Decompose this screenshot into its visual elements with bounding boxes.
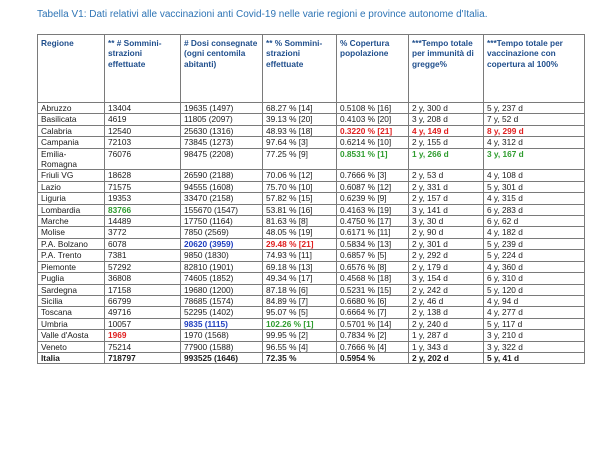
total-cell-percent: 72.35 % — [263, 352, 337, 363]
cell-copertura: 0.6087 % [12] — [337, 181, 409, 192]
table-row — [38, 216, 585, 227]
cell-tempo-vaccinazione: 6 y, 310 d — [484, 273, 585, 284]
cell-dosi: 94555 (1608) — [181, 181, 263, 192]
cell-tempo-vaccinazione: 4 y, 315 d — [484, 193, 585, 204]
cell-tempo-vaccinazione: 4 y, 277 d — [484, 307, 585, 318]
cell-regione: Veneto — [38, 341, 105, 352]
cell-percent: 99.95 % [2] — [263, 330, 337, 341]
header-somministrazioni: ** # Sommini-strazioni effettuate — [105, 35, 181, 103]
cell-dosi: 9835 (1115) — [181, 318, 263, 329]
cell-tempo-immunita: 4 y, 149 d — [409, 125, 484, 136]
cell-somministrazioni: 6078 — [105, 238, 181, 249]
table-row — [38, 238, 585, 249]
table-row — [38, 227, 585, 238]
cell-regione: Basilicata — [38, 114, 105, 125]
header-dosi-consegnate: # Dosi consegnate (ogni centomila abitanti) — [181, 35, 263, 103]
cell-percent: 87.18 % [6] — [263, 284, 337, 295]
cell-percent: 48.05 % [19] — [263, 227, 337, 238]
cell-regione: Molise — [38, 227, 105, 238]
total-row — [38, 352, 585, 363]
cell-regione: P.A. Bolzano — [38, 238, 105, 249]
cell-tempo-immunita: 2 y, 155 d — [409, 137, 484, 148]
cell-copertura: 0.6171 % [11] — [337, 227, 409, 238]
table-row — [38, 318, 585, 329]
table-row — [38, 204, 585, 215]
table-row — [38, 170, 585, 181]
cell-copertura: 0.7666 % [4] — [337, 341, 409, 352]
cell-tempo-vaccinazione: 3 y, 167 d — [484, 148, 585, 170]
table-row — [38, 341, 585, 352]
cell-somministrazioni: 49716 — [105, 307, 181, 318]
cell-percent: 95.07 % [5] — [263, 307, 337, 318]
cell-tempo-immunita: 2 y, 157 d — [409, 193, 484, 204]
cell-copertura: 0.6857 % [5] — [337, 250, 409, 261]
total-cell-regione: Italia — [38, 352, 105, 363]
table-row — [38, 103, 585, 114]
cell-somministrazioni: 83766 — [105, 204, 181, 215]
cell-dosi: 82810 (1901) — [181, 261, 263, 272]
cell-percent: 84.89 % [7] — [263, 295, 337, 306]
table-row — [38, 261, 585, 272]
table-row — [38, 137, 585, 148]
cell-copertura: 0.5834 % [13] — [337, 238, 409, 249]
cell-tempo-vaccinazione: 6 y, 283 d — [484, 204, 585, 215]
cell-regione: Emilia-Romagna — [38, 148, 105, 170]
cell-tempo-vaccinazione: 3 y, 322 d — [484, 341, 585, 352]
cell-tempo-immunita: 2 y, 331 d — [409, 181, 484, 192]
cell-dosi: 7850 (2569) — [181, 227, 263, 238]
cell-tempo-immunita: 2 y, 90 d — [409, 227, 484, 238]
cell-somministrazioni: 13404 — [105, 103, 181, 114]
cell-regione: P.A. Trento — [38, 250, 105, 261]
cell-copertura: 0.6214 % [10] — [337, 137, 409, 148]
cell-copertura: 0.4568 % [18] — [337, 273, 409, 284]
cell-tempo-vaccinazione: 4 y, 312 d — [484, 137, 585, 148]
cell-dosi: 98475 (2208) — [181, 148, 263, 170]
cell-tempo-vaccinazione: 5 y, 117 d — [484, 318, 585, 329]
cell-tempo-immunita: 2 y, 240 d — [409, 318, 484, 329]
cell-somministrazioni: 10057 — [105, 318, 181, 329]
cell-regione: Sardegna — [38, 284, 105, 295]
cell-dosi: 78685 (1574) — [181, 295, 263, 306]
cell-tempo-vaccinazione: 5 y, 239 d — [484, 238, 585, 249]
cell-dosi: 25630 (1316) — [181, 125, 263, 136]
cell-copertura: 0.5231 % [15] — [337, 284, 409, 295]
header-tempo-immunita: ***Tempo totale per immunità di gregge% — [409, 35, 484, 103]
total-cell-copertura: 0.5954 % — [337, 352, 409, 363]
table-row — [38, 250, 585, 261]
cell-percent: 97.64 % [3] — [263, 137, 337, 148]
cell-somministrazioni: 66799 — [105, 295, 181, 306]
cell-percent: 48.93 % [18] — [263, 125, 337, 136]
cell-percent: 49.34 % [17] — [263, 273, 337, 284]
cell-copertura: 0.6664 % [7] — [337, 307, 409, 318]
total-cell-tempo-immunita: 2 y, 202 d — [409, 352, 484, 363]
cell-tempo-immunita: 2 y, 300 d — [409, 103, 484, 114]
table-row — [38, 295, 585, 306]
cell-somministrazioni: 75214 — [105, 341, 181, 352]
table-row — [38, 307, 585, 318]
header-regione: Regione — [38, 35, 105, 103]
table-row — [38, 114, 585, 125]
cell-somministrazioni: 71575 — [105, 181, 181, 192]
cell-dosi: 1970 (1568) — [181, 330, 263, 341]
cell-percent: 74.93 % [11] — [263, 250, 337, 261]
table-row — [38, 193, 585, 204]
cell-regione: Liguria — [38, 193, 105, 204]
cell-tempo-immunita: 3 y, 141 d — [409, 204, 484, 215]
header-copertura: % Copertura popolazione — [337, 35, 409, 103]
cell-regione: Lombardia — [38, 204, 105, 215]
cell-tempo-vaccinazione: 4 y, 108 d — [484, 170, 585, 181]
cell-dosi: 9850 (1830) — [181, 250, 263, 261]
table-row — [38, 181, 585, 192]
cell-tempo-vaccinazione: 3 y, 210 d — [484, 330, 585, 341]
cell-percent: 39.13 % [20] — [263, 114, 337, 125]
cell-tempo-immunita: 2 y, 179 d — [409, 261, 484, 272]
cell-dosi: 33470 (2158) — [181, 193, 263, 204]
cell-tempo-immunita: 1 y, 343 d — [409, 341, 484, 352]
vaccination-table — [37, 34, 585, 364]
cell-somministrazioni: 72103 — [105, 137, 181, 148]
cell-dosi: 77900 (1588) — [181, 341, 263, 352]
cell-regione: Lazio — [38, 181, 105, 192]
cell-copertura: 0.3220 % [21] — [337, 125, 409, 136]
cell-tempo-immunita: 1 y, 287 d — [409, 330, 484, 341]
cell-tempo-vaccinazione: 4 y, 94 d — [484, 295, 585, 306]
cell-dosi: 17750 (1164) — [181, 216, 263, 227]
cell-copertura: 0.6239 % [9] — [337, 193, 409, 204]
total-cell-tempo-vaccinazione: 5 y, 41 d — [484, 352, 585, 363]
table-row — [38, 330, 585, 341]
cell-percent: 70.06 % [12] — [263, 170, 337, 181]
total-cell-somministrazioni: 718797 — [105, 352, 181, 363]
cell-tempo-immunita: 2 y, 301 d — [409, 238, 484, 249]
cell-regione: Marche — [38, 216, 105, 227]
cell-tempo-vaccinazione: 5 y, 301 d — [484, 181, 585, 192]
cell-somministrazioni: 7381 — [105, 250, 181, 261]
cell-dosi: 26590 (2188) — [181, 170, 263, 181]
cell-regione: Umbria — [38, 318, 105, 329]
cell-copertura: 0.5108 % [16] — [337, 103, 409, 114]
cell-dosi: 11805 (2097) — [181, 114, 263, 125]
cell-dosi: 19680 (1200) — [181, 284, 263, 295]
cell-somministrazioni: 36808 — [105, 273, 181, 284]
cell-tempo-vaccinazione: 5 y, 237 d — [484, 103, 585, 114]
cell-copertura: 0.7666 % [3] — [337, 170, 409, 181]
cell-percent: 102.26 % [1] — [263, 318, 337, 329]
cell-regione: Piemonte — [38, 261, 105, 272]
table-caption: Tabella V1: Dati relativi alle vaccinazioni anti Covid-19 nelle varie regioni e province autonome d'Italia. — [37, 9, 488, 20]
cell-tempo-vaccinazione: 8 y, 299 d — [484, 125, 585, 136]
cell-tempo-vaccinazione: 5 y, 224 d — [484, 250, 585, 261]
cell-tempo-immunita: 3 y, 154 d — [409, 273, 484, 284]
cell-dosi: 52295 (1402) — [181, 307, 263, 318]
cell-percent: 75.70 % [10] — [263, 181, 337, 192]
cell-regione: Puglia — [38, 273, 105, 284]
table-body — [38, 103, 585, 364]
cell-percent: 96.55 % [4] — [263, 341, 337, 352]
cell-somministrazioni: 12540 — [105, 125, 181, 136]
table-row — [38, 148, 585, 170]
header-tempo-vaccinazione: ***Tempo totale per vaccinazione con copertura al 100% — [484, 35, 585, 103]
cell-somministrazioni: 4619 — [105, 114, 181, 125]
cell-regione: Sicilia — [38, 295, 105, 306]
cell-somministrazioni: 14489 — [105, 216, 181, 227]
cell-copertura: 0.4103 % [20] — [337, 114, 409, 125]
cell-regione: Calabria — [38, 125, 105, 136]
cell-somministrazioni: 18628 — [105, 170, 181, 181]
cell-somministrazioni: 19353 — [105, 193, 181, 204]
cell-regione: Valle d'Aosta — [38, 330, 105, 341]
cell-dosi: 73845 (1273) — [181, 137, 263, 148]
cell-copertura: 0.8531 % [1] — [337, 148, 409, 170]
cell-copertura: 0.6680 % [6] — [337, 295, 409, 306]
cell-tempo-immunita: 2 y, 138 d — [409, 307, 484, 318]
cell-dosi: 19635 (1497) — [181, 103, 263, 114]
cell-somministrazioni: 76076 — [105, 148, 181, 170]
cell-copertura: 0.5701 % [14] — [337, 318, 409, 329]
cell-regione: Friuli VG — [38, 170, 105, 181]
cell-tempo-vaccinazione: 6 y, 62 d — [484, 216, 585, 227]
cell-somministrazioni: 3772 — [105, 227, 181, 238]
cell-copertura: 0.6576 % [8] — [337, 261, 409, 272]
cell-percent: 29.48 % [21] — [263, 238, 337, 249]
cell-tempo-vaccinazione: 4 y, 360 d — [484, 261, 585, 272]
total-cell-dosi: 993525 (1646) — [181, 352, 263, 363]
cell-somministrazioni: 17158 — [105, 284, 181, 295]
cell-regione: Toscana — [38, 307, 105, 318]
cell-dosi: 20620 (3959) — [181, 238, 263, 249]
cell-somministrazioni: 57292 — [105, 261, 181, 272]
cell-tempo-immunita: 3 y, 30 d — [409, 216, 484, 227]
table-row — [38, 273, 585, 284]
cell-dosi: 155670 (1547) — [181, 204, 263, 215]
cell-tempo-immunita: 2 y, 46 d — [409, 295, 484, 306]
table-row — [38, 125, 585, 136]
cell-percent: 77.25 % [9] — [263, 148, 337, 170]
cell-tempo-immunita: 2 y, 292 d — [409, 250, 484, 261]
cell-regione: Campania — [38, 137, 105, 148]
cell-tempo-immunita: 2 y, 53 d — [409, 170, 484, 181]
cell-tempo-immunita: 2 y, 242 d — [409, 284, 484, 295]
cell-percent: 69.18 % [13] — [263, 261, 337, 272]
cell-tempo-immunita: 1 y, 266 d — [409, 148, 484, 170]
cell-tempo-immunita: 3 y, 208 d — [409, 114, 484, 125]
cell-copertura: 0.4163 % [19] — [337, 204, 409, 215]
cell-percent: 57.82 % [15] — [263, 193, 337, 204]
cell-percent: 68.27 % [14] — [263, 103, 337, 114]
cell-percent: 53.81 % [16] — [263, 204, 337, 215]
cell-percent: 81.63 % [8] — [263, 216, 337, 227]
cell-regione: Abruzzo — [38, 103, 105, 114]
cell-copertura: 0.4750 % [17] — [337, 216, 409, 227]
cell-tempo-vaccinazione: 5 y, 120 d — [484, 284, 585, 295]
cell-copertura: 0.7834 % [2] — [337, 330, 409, 341]
cell-tempo-vaccinazione: 7 y, 52 d — [484, 114, 585, 125]
cell-dosi: 74605 (1852) — [181, 273, 263, 284]
cell-somministrazioni: 1969 — [105, 330, 181, 341]
table-row — [38, 284, 585, 295]
header-row — [38, 35, 585, 103]
header-percent-somministrazioni: ** % Sommini-strazioni effettuate — [263, 35, 337, 103]
cell-tempo-vaccinazione: 4 y, 182 d — [484, 227, 585, 238]
